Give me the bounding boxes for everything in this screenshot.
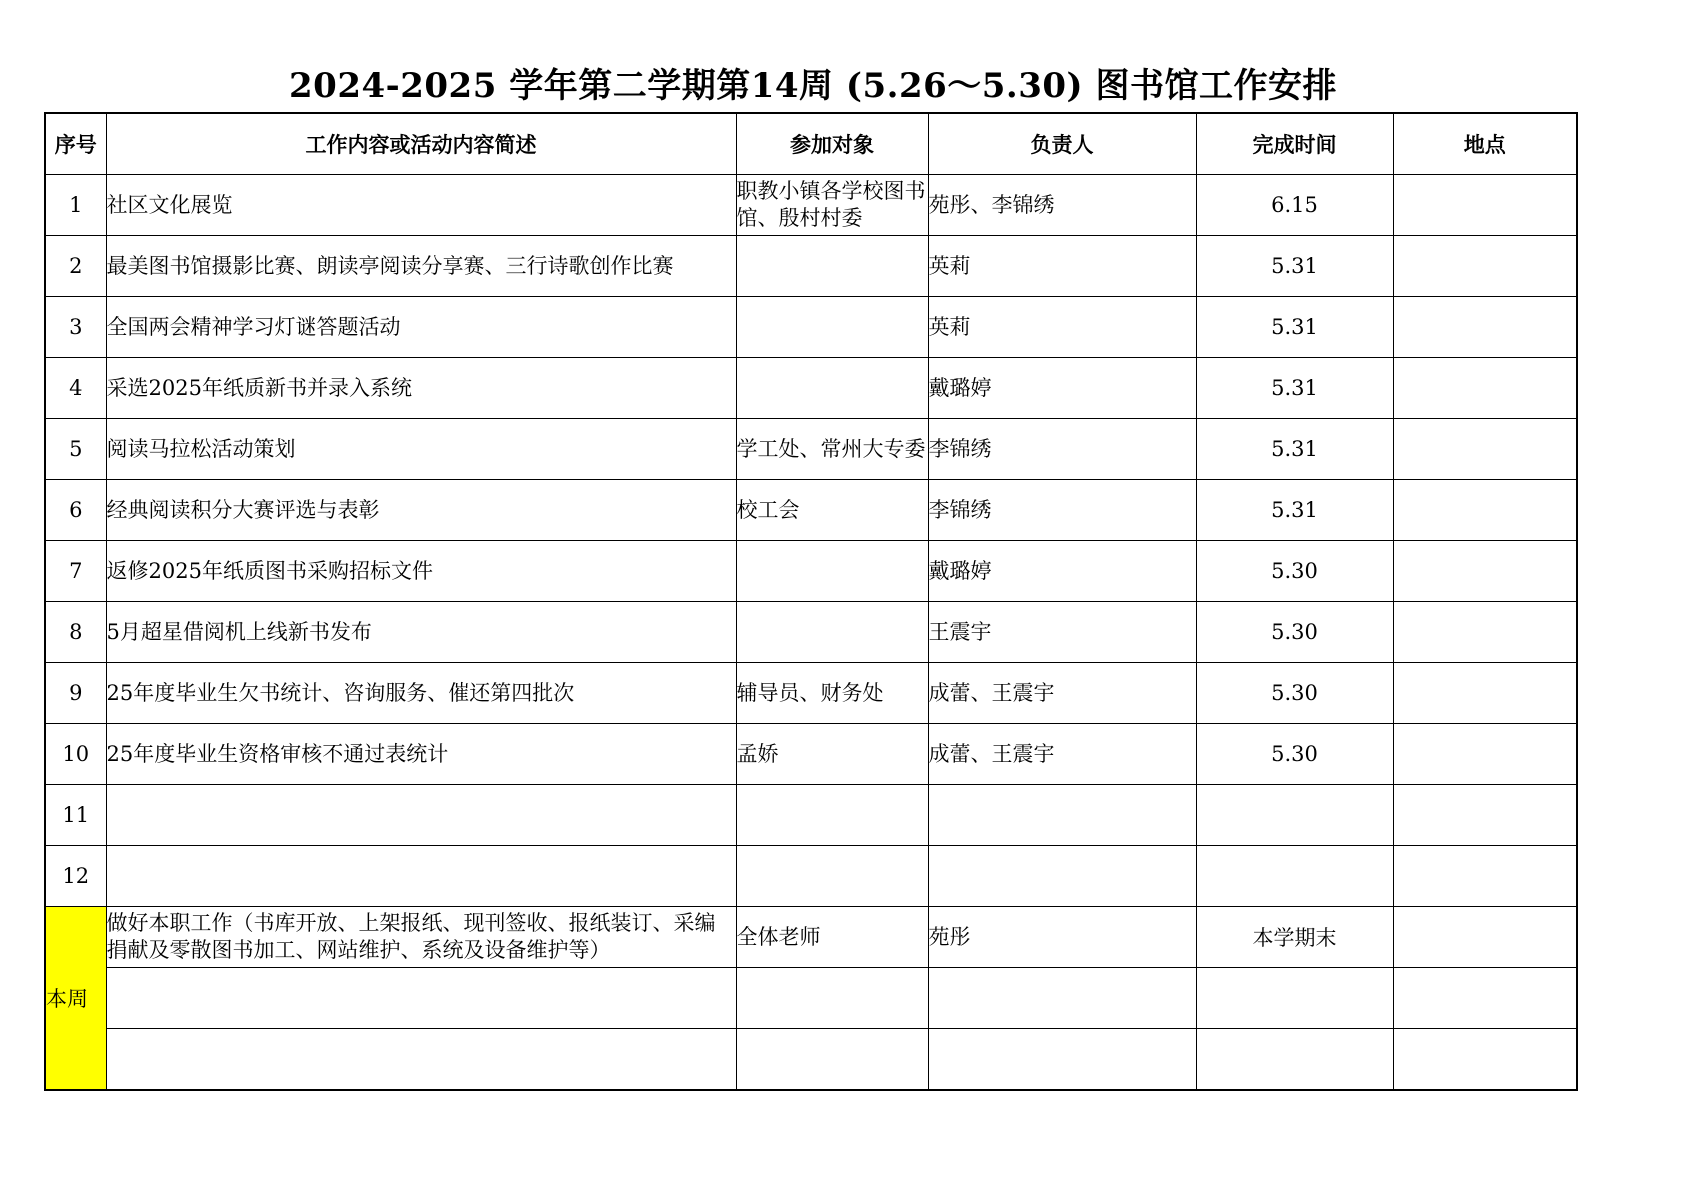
row-number: 4 [45,358,106,419]
table-row [45,297,1577,358]
table-row [45,419,1577,480]
row-place [1393,358,1577,419]
table-row [45,175,1577,236]
table-row [45,785,1577,846]
row-number: 10 [45,724,106,785]
table-row [45,602,1577,663]
header-row [45,113,1577,175]
row-number: 7 [45,541,106,602]
row-participants [736,297,928,358]
row-due: 5.30 [1196,602,1393,663]
row-place [1393,419,1577,480]
row-due: 5.31 [1196,297,1393,358]
row-due [1196,785,1393,846]
schedule-table [44,112,1578,1091]
row-number: 12 [45,846,106,907]
row-content [106,1029,736,1091]
weekly-row [45,1029,1577,1091]
row-due: 5.31 [1196,236,1393,297]
row-content: 阅读马拉松活动策划 [106,419,736,480]
row-participants: 辅导员、财务处 [736,663,928,724]
row-owner: 成蕾、王震宇 [928,663,1196,724]
row-participants: 全体老师 [736,907,928,968]
row-participants [736,968,928,1029]
row-number: 3 [45,297,106,358]
row-participants [736,602,928,663]
row-content [106,846,736,907]
row-owner: 苑彤 [928,907,1196,968]
table-row [45,846,1577,907]
row-owner: 李锦绣 [928,480,1196,541]
row-due: 6.15 [1196,175,1393,236]
row-place [1393,175,1577,236]
row-owner [928,785,1196,846]
row-participants: 孟娇 [736,724,928,785]
row-owner: 苑彤、李锦绣 [928,175,1196,236]
row-owner [928,968,1196,1029]
row-due: 5.30 [1196,724,1393,785]
row-content: 返修2025年纸质图书采购招标文件 [106,541,736,602]
header-due: 完成时间 [1196,113,1393,175]
row-number: 2 [45,236,106,297]
row-due: 5.31 [1196,480,1393,541]
table-row [45,724,1577,785]
row-content: 经典阅读积分大赛评选与表彰 [106,480,736,541]
row-content: 采选2025年纸质新书并录入系统 [106,358,736,419]
row-owner: 王震宇 [928,602,1196,663]
header-owner: 负责人 [928,113,1196,175]
row-due [1196,846,1393,907]
table-row [45,480,1577,541]
row-owner: 成蕾、王震宇 [928,724,1196,785]
row-participants: 校工会 [736,480,928,541]
row-place [1393,541,1577,602]
row-content: 5月超星借阅机上线新书发布 [106,602,736,663]
row-participants [736,1029,928,1091]
row-place [1393,846,1577,907]
row-place [1393,724,1577,785]
row-participants: 学工处、常州大专委 [736,419,928,480]
row-content: 25年度毕业生资格审核不通过表统计 [106,724,736,785]
row-owner [928,846,1196,907]
row-owner: 戴璐婷 [928,541,1196,602]
row-number: 8 [45,602,106,663]
row-participants [736,236,928,297]
row-owner: 戴璐婷 [928,358,1196,419]
row-due [1196,1029,1393,1091]
row-due: 5.30 [1196,541,1393,602]
row-number: 11 [45,785,106,846]
page-title: 2024-2025 学年第二学期第14周 (5.26～5.30) 图书馆工作安排 [289,66,1337,106]
table-row [45,358,1577,419]
header-place: 地点 [1393,113,1577,175]
row-place [1393,1029,1577,1091]
row-content: 社区文化展览 [106,175,736,236]
row-place [1393,297,1577,358]
row-due: 5.31 [1196,419,1393,480]
row-number: 9 [45,663,106,724]
row-participants [736,358,928,419]
row-number: 1 [45,175,106,236]
row-place [1393,480,1577,541]
weekly-row [45,907,1577,968]
row-participants [736,541,928,602]
row-number: 6 [45,480,106,541]
row-content: 最美图书馆摄影比赛、朗读亭阅读分享赛、三行诗歌创作比赛 [106,236,736,297]
row-due: 5.31 [1196,358,1393,419]
header-no: 序号 [45,113,106,175]
table-row [45,541,1577,602]
row-participants: 职教小镇各学校图书馆、殷村村委 [736,175,928,236]
row-place [1393,907,1577,968]
row-participants [736,785,928,846]
row-content [106,968,736,1029]
weekly-row [45,968,1577,1029]
row-place [1393,602,1577,663]
row-content [106,785,736,846]
row-content: 全国两会精神学习灯谜答题活动 [106,297,736,358]
row-place [1393,663,1577,724]
table-row [45,236,1577,297]
row-place [1393,785,1577,846]
row-due: 5.30 [1196,663,1393,724]
row-place [1393,236,1577,297]
header-content: 工作内容或活动内容简述 [106,113,736,175]
row-owner: 英莉 [928,236,1196,297]
row-number: 5 [45,419,106,480]
row-owner [928,1029,1196,1091]
header-participants: 参加对象 [736,113,928,175]
weekly-label: 本周 [45,907,106,1091]
table-row [45,663,1577,724]
row-due: 本学期末 [1196,907,1393,968]
row-due [1196,968,1393,1029]
row-participants [736,846,928,907]
row-owner: 英莉 [928,297,1196,358]
row-owner: 李锦绣 [928,419,1196,480]
row-place [1393,968,1577,1029]
row-content: 做好本职工作（书库开放、上架报纸、现刊签收、报纸装订、采编捐献及零散图书加工、网站维护、系统及设备维护等） [106,907,736,968]
row-content: 25年度毕业生欠书统计、咨询服务、催还第四批次 [106,663,736,724]
